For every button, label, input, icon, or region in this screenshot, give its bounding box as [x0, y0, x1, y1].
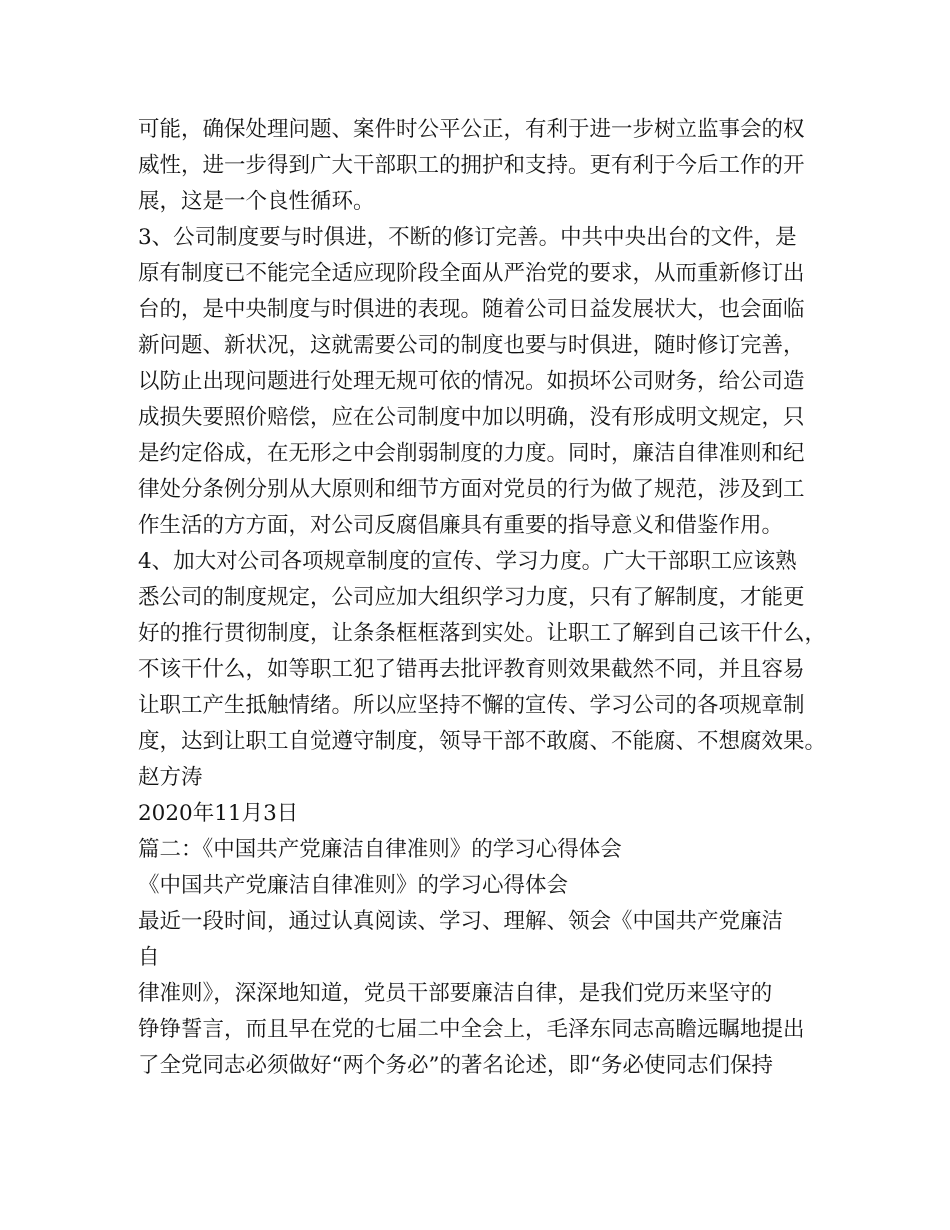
text-line: 成损失要照价赔偿，应在公司制度中加以明确，没有形成明文规定，只: [138, 405, 805, 430]
text-line: 律处分条例分别从大原则和细节方面对党员的行为做了规范，涉及到工: [138, 477, 805, 502]
article-title: 《中国共产党廉洁自律准则》的学习心得体会: [138, 873, 569, 898]
text-line: 原有制度已不能完全适应现阶段全面从严治党的要求，从而重新修订出: [138, 261, 805, 286]
section-heading: 篇二：《中国共产党廉洁自律准则》的学习心得体会: [138, 837, 622, 862]
signature-name: 赵方涛: [138, 765, 203, 790]
text-line: 作生活的方方面，对公司反腐倡廉具有重要的指导意义和借鉴作用。: [138, 513, 784, 538]
text-line: 是约定俗成，在无形之中会削弱制度的力度。同时，廉洁自律准则和纪: [138, 441, 805, 466]
text-line: 新问题、新状况，这就需要公司的制度也要与时俱进，随时修订完善，: [138, 333, 805, 358]
text-line: 3、公司制度要与时俱进，不断的修订完善。中共中央出台的文件，是: [138, 225, 797, 250]
text-line: 了全党同志必须做好“两个务必”的著名论述，即“务必使同志们保持: [138, 1053, 773, 1078]
text-line: 铮铮誓言，而且早在党的七届二中全会上，毛泽东同志高瞻远瞩地提出: [138, 1017, 805, 1042]
text-line: 以防止出现问题进行处理无规可依的情况。如损坏公司财务，给公司造: [138, 369, 805, 394]
text-line: 悉公司的制度规定，公司应加大组织学习力度，只有了解制度，才能更: [138, 585, 805, 610]
text-line: 不该干什么，如等职工犯了错再去批评教育则效果截然不同，并且容易: [138, 657, 805, 682]
text-line: 威性，进一步得到广大干部职工的拥护和支持。更有利于今后工作的开: [138, 153, 805, 178]
text-line: 好的推行贯彻制度，让条条框框落到实处。让职工了解到自己该干什么，: [138, 621, 827, 646]
signature-date: 2020年11月3日: [138, 801, 299, 826]
text-line: 展，这是一个良性循环。: [138, 189, 375, 214]
text-line: 4、加大对公司各项规章制度的宣传、学习力度。广大干部职工应该熟: [138, 549, 797, 574]
text-line: 可能，确保处理问题、案件时公平公正，有利于进一步树立监事会的权: [138, 117, 805, 142]
text-line: 度，达到让职工自觉遵守制度，领导干部不敢腐、不能腐、不想腐效果。: [138, 729, 827, 754]
text-line: 最近一段时间，通过认真阅读、学习、理解、领会《中国共产党廉洁: [138, 909, 784, 934]
text-line: 律准则》，深深地知道，党员干部要廉洁自律，是我们党历来坚守的: [138, 981, 773, 1006]
text-line: 让职工产生抵触情绪。所以应坚持不懈的宣传、学习公司的各项规章制: [138, 693, 805, 718]
text-line: 自: [138, 945, 160, 970]
text-line: 台的，是中央制度与时俱进的表现。随着公司日益发展状大，也会面临: [138, 297, 805, 322]
